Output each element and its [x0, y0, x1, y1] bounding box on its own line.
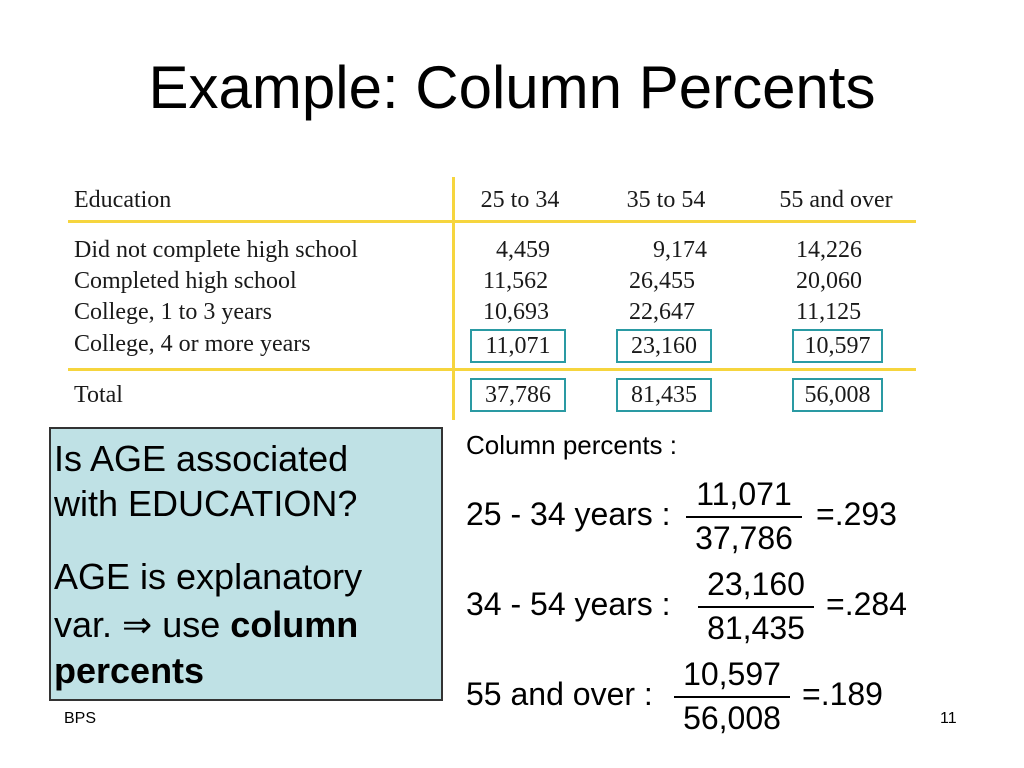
equation-result: =.189 [802, 676, 883, 712]
equation-result: =.284 [826, 586, 907, 622]
explanation-line [54, 603, 358, 647]
equation-result: =.293 [816, 496, 897, 532]
equations-heading: Column percents : [466, 430, 677, 460]
table-cell: 4,459 [496, 237, 550, 263]
contingency-table [68, 177, 916, 420]
row-label: Did not complete high school [74, 237, 358, 263]
row-label: Completed high school [74, 268, 297, 294]
equation-label: 55 and over : [466, 676, 653, 712]
page-number: 11 [940, 710, 957, 727]
table-cell: 9,174 [653, 237, 707, 263]
fraction-numerator: 11,071 [696, 476, 792, 512]
table-cell: 10,693 [483, 299, 549, 325]
header-55-over: 55 and over [779, 187, 893, 213]
row-label: College, 4 or more years [74, 331, 311, 357]
slide-title: Example: Column Percents [148, 54, 876, 121]
highlighted-cell: 11,071 [470, 329, 566, 363]
fraction-denominator: 37,786 [695, 520, 793, 556]
header-education: Education [74, 187, 172, 213]
fraction-denominator: 81,435 [707, 610, 805, 646]
fraction-bar [674, 696, 790, 698]
table-cell: 11,125 [796, 299, 862, 325]
fraction-bar [686, 516, 802, 518]
footer-label: BPS [64, 710, 97, 727]
implies-arrow-icon: ⇒ [122, 604, 153, 645]
question-line: Is AGE associated [54, 438, 349, 479]
header-35-54: 35 to 54 [626, 187, 706, 213]
row-label: College, 1 to 3 years [74, 299, 272, 325]
table-cell: 22,647 [629, 299, 695, 325]
emphasis-text: column [230, 604, 359, 645]
equation-34-54 [466, 566, 926, 650]
highlighted-cell: 10,597 [792, 329, 883, 363]
fraction-numerator: 10,597 [683, 656, 781, 692]
explanation-line: AGE is explanatory [54, 556, 363, 597]
header-25-34: 25 to 34 [480, 187, 560, 213]
explanation-prefix: var. [54, 604, 113, 645]
fraction-bar [698, 606, 814, 608]
explanation-mid: use [162, 604, 221, 645]
fraction-denominator: 56,008 [683, 700, 781, 736]
header-rule [68, 220, 916, 223]
equation-55-over [466, 656, 926, 740]
highlighted-total-cell: 37,786 [470, 378, 566, 412]
question-box [49, 427, 443, 701]
total-rule [68, 368, 916, 371]
table-cell: 26,455 [629, 268, 695, 294]
highlighted-cell: 23,160 [616, 329, 712, 363]
total-label: Total [74, 382, 123, 408]
equation-label: 25 - 34 years : [466, 496, 671, 532]
table-cell: 20,060 [796, 268, 862, 294]
fraction-numerator: 23,160 [707, 566, 805, 602]
equation-25-34 [466, 476, 926, 560]
table-cell: 11,562 [483, 268, 549, 294]
emphasis-line: percents [54, 650, 205, 691]
table-cell: 14,226 [796, 237, 862, 263]
equation-label: 34 - 54 years : [466, 586, 671, 622]
question-line: with EDUCATION? [54, 483, 358, 524]
highlighted-total-cell: 56,008 [792, 378, 883, 412]
column-divider [452, 177, 455, 420]
highlighted-total-cell: 81,435 [616, 378, 712, 412]
